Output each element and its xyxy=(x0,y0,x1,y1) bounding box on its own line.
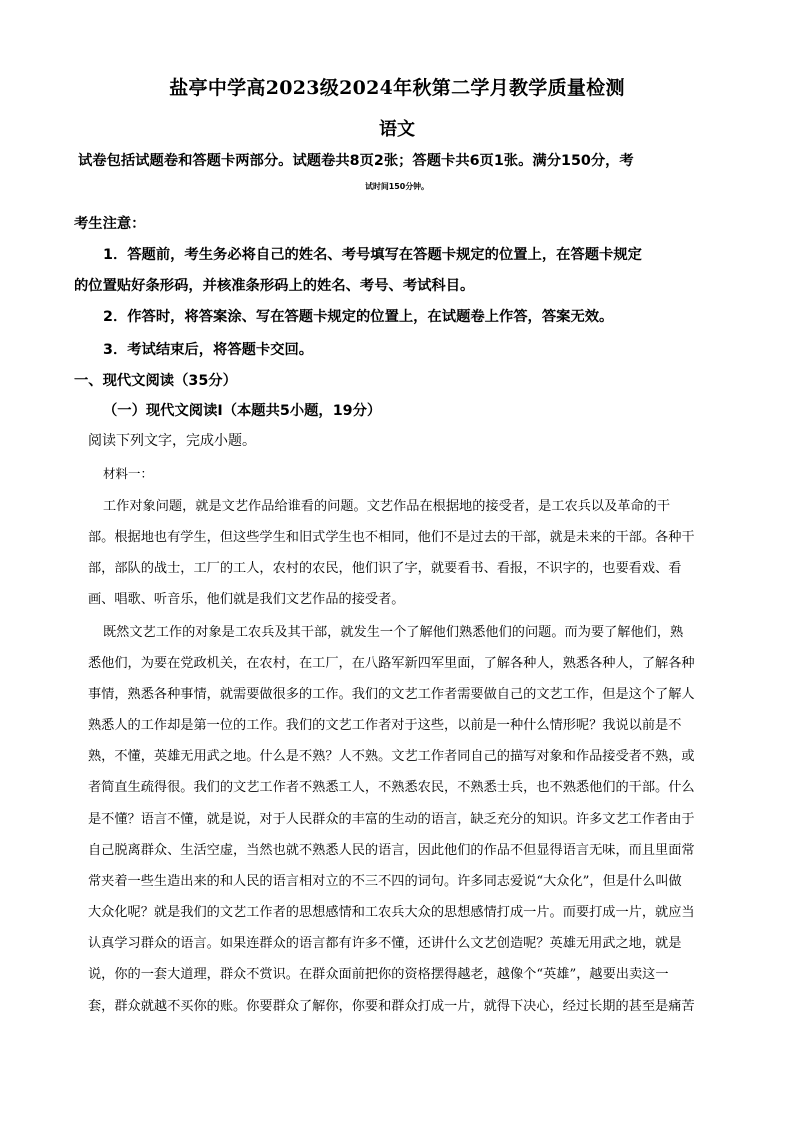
passage-line: 画、唱歌、听音乐，他们就是我们文艺作品的接受者。 xyxy=(88,592,405,607)
material-label: 材料一： xyxy=(103,466,154,481)
notice-item-1-line-2: 的位置贴好条形码，并核准条形码上的姓名、考号、考试科目。 xyxy=(74,278,475,294)
intro-line-1: 试卷包括试题卷和答题卡两部分。试题卷共8页2张；答题卡共6页1张。满分150分，考 xyxy=(78,153,634,169)
passage-line: 是不懂？语言不懂，就是说，对于人民群众的丰富的生动的语言，缺乏充分的知识。许多文艺工作者由于 xyxy=(88,812,695,827)
notice-heading: 考生注意： xyxy=(74,216,146,232)
reading-instruction: 阅读下列文字，完成小题。 xyxy=(88,433,256,449)
section-subheading: （一）现代文阅读Ⅰ（本题共5小题，19分） xyxy=(103,403,382,419)
passage-line: 常夹着一些生造出来的和人民的语言相对立的不三不四的词句。许多同志爱说“大众化”，但是什么叫做 xyxy=(88,874,682,889)
subject-title: 语文 xyxy=(379,119,415,140)
passage-line: 工作对象问题，就是文艺作品给谁看的问题。文艺作品在根据地的接受者，是工农兵以及革命的干 xyxy=(103,499,671,514)
passage-line: 自己脱离群众、生活空虚，当然也就不熟悉人民的语言，因此他们的作品不但显得语言无味，而且里面常 xyxy=(88,843,695,858)
passage-line: 说，你的一套大道理，群众不赏识。在群众面前把你的资格摆得越老，越像个“英雄”，越要出卖这一 xyxy=(88,967,669,982)
passage-line: 者简直生疏得很。我们的文艺工作者不熟悉工人，不熟悉农民，不熟悉士兵，也不熟悉他们的干部。什么 xyxy=(88,780,695,795)
passage-line: 认真学习群众的语言。如果连群众的语言都有许多不懂，还讲什么文艺创造呢？英雄无用武之地，就是 xyxy=(88,936,682,951)
passage-line: 熟，不懂，英雄无用武之地。什么是不熟？人不熟。文艺工作者同自己的描写对象和作品接受者不熟，或 xyxy=(88,749,695,764)
passage-line: 部，部队的战士，工厂的工人，农村的农民，他们识了字，就要看书、看报，不识字的，也要看戏、看 xyxy=(88,561,682,576)
passage-line: 套，群众就越不买你的账。你要群众了解你，你要和群众打成一片，就得下决心，经过长期的甚至是痛苦 xyxy=(88,999,695,1014)
passage-line: 大众化呢？就是我们的文艺工作者的思想感情和工农兵大众的思想感情打成一片。而要打成一片，就应当 xyxy=(88,905,695,920)
section-heading: 一、现代文阅读（35分） xyxy=(74,373,237,389)
passage-line: 悉他们，为要在党政机关，在农村，在工厂，在八路军新四军里面，了解各种人，熟悉各种人，了解各种 xyxy=(88,656,695,671)
exam-title: 盐亭中学高2023级2024年秋第二学月教学质量检测 xyxy=(169,77,625,99)
passage-line: 事情，熟悉各种事情，就需要做很多的工作。我们的文艺工作者需要做自己的文艺工作，但是这个了解人 xyxy=(88,687,695,702)
notice-item-1-line-1: 1．答题前，考生务必将自己的姓名、考号填写在答题卡规定的位置上，在答题卡规定 xyxy=(103,247,642,263)
notice-item-3: 3．考试结束后，将答题卡交回。 xyxy=(103,342,314,358)
passage-line: 既然文艺工作的对象是工农兵及其干部，就发生一个了解他们熟悉他们的问题。而为要了解他们，熟 xyxy=(103,625,684,640)
passage-line: 部。根据地也有学生，但这些学生和旧式学生也不相同，他们不是过去的干部，就是未来的干部。各种干 xyxy=(88,530,695,545)
intro-line-2: 试时间150分钟。 xyxy=(365,182,429,191)
notice-item-2: 2．作答时，将答案涂、写在答题卡规定的位置上，在试题卷上作答，答案无效。 xyxy=(103,309,614,325)
passage-line: 熟悉人的工作却是第一位的工作。我们的文艺工作者对于这些，以前是一种什么情形呢？我说以前是不 xyxy=(88,718,682,733)
